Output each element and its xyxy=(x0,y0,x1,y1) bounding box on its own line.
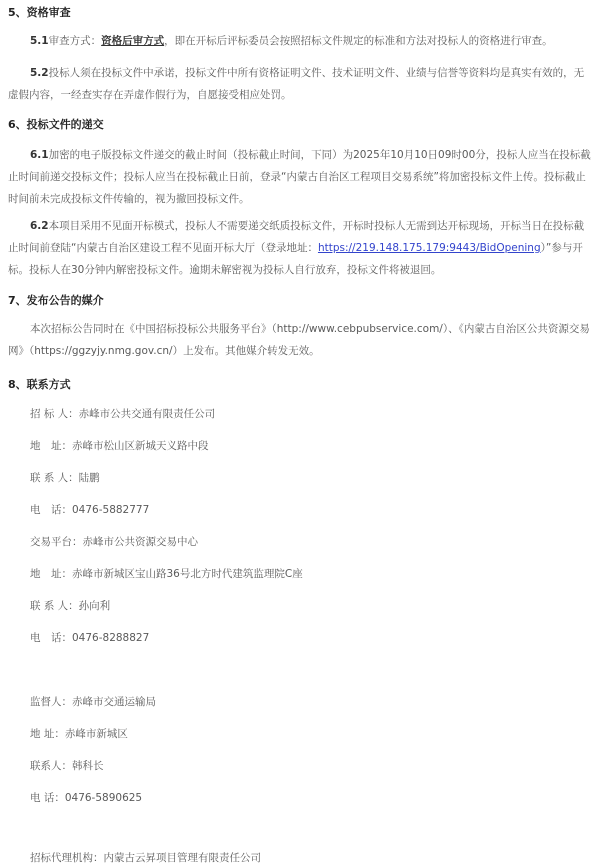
contact-line: 招 标 人：赤峰市公共交通有限责任公司 xyxy=(30,408,216,420)
contact-line: 监督人：赤峰市交通运输局 xyxy=(30,696,156,708)
contact-line: 电 话：0476-5882777 xyxy=(30,504,150,516)
paragraph-5-1: 5.1审查方式：资格后审方式，即在开标后评标委员会按照招标文件规定的标准和方法对投标人的资格进行审查。 xyxy=(30,35,553,47)
contact-line: 联 系 人：孙向利 xyxy=(30,600,111,612)
contact-line: 地 址：赤峰市松山区新城天义路中段 xyxy=(30,440,209,452)
paragraph-6-1: 6.1加密的电子版投标文件递交的截止时间（投标截止时间，下同）为2025年10月10日09时00分，投标人应当在投标截止时间前递交投标文件；投标人应当在投标截止日前，登录“内蒙古自治区工程项目交易系统”将加密投标文件上传。投标截止时间前未完成投标文件传输的，视为撤回投标文件。 xyxy=(8,149,591,205)
contact-line: 联系人：韩科长 xyxy=(30,760,104,772)
paragraph-5-2: 5.2投标人须在投标文件中承诺，投标文件中所有资格证明文件、技术证明文件、业绩与信誉等资料均是真实有效的，无虚假内容，一经查实存在弄虚作假行为，自愿接受相应处罚。 xyxy=(8,67,585,101)
bid-opening-link[interactable]: https://219.148.175.179:9443/BidOpening xyxy=(317,242,541,254)
section-7-heading: 7、发布公告的媒介 xyxy=(8,294,104,307)
contact-line: 招标代理机构：内蒙古云昇项目管理有限责任公司 xyxy=(30,852,261,864)
section-8-heading: 8、联系方式 xyxy=(8,378,71,391)
section-5-heading: 5、资格审查 xyxy=(8,6,71,19)
paragraph-7: 本次招标公告同时在《中国招标投标公共服务平台》（http://www.cebpubservice.com/）、《内蒙古自治区公共资源交易网》（https://ggzyjy.nmg.gov.cn/）上发布。其他媒介转发无效。 xyxy=(8,323,590,357)
contact-line: 地 址：赤峰市新城区 xyxy=(30,728,128,740)
contact-line: 电 话：0476-5890625 xyxy=(30,792,143,804)
paragraph-6-2: 6.2本项目采用不见面开标模式，投标人不需要递交纸质投标文件，开标时投标人无需到达开标现场，开标当日在投标截止时间前登陆“内蒙古自治区建设工程不见面开标大厅（登录地址：https://219.148.175.179:9443/BidOpening）”参与开标。投标人在30分钟内解密投标文件。逾期未解密视为投标人自行放弃，投标文件将被退回。 xyxy=(8,220,585,276)
contact-line: 交易平台：赤峰市公共资源交易中心 xyxy=(30,536,198,548)
contact-line: 联 系 人：陆鹏 xyxy=(30,472,100,484)
section-6-heading: 6、投标文件的递交 xyxy=(8,118,104,131)
contact-line: 电 话：0476-8288827 xyxy=(30,632,150,644)
contact-line: 地 址：赤峰市新城区宝山路36号北方时代建筑监理院C座 xyxy=(30,568,303,580)
